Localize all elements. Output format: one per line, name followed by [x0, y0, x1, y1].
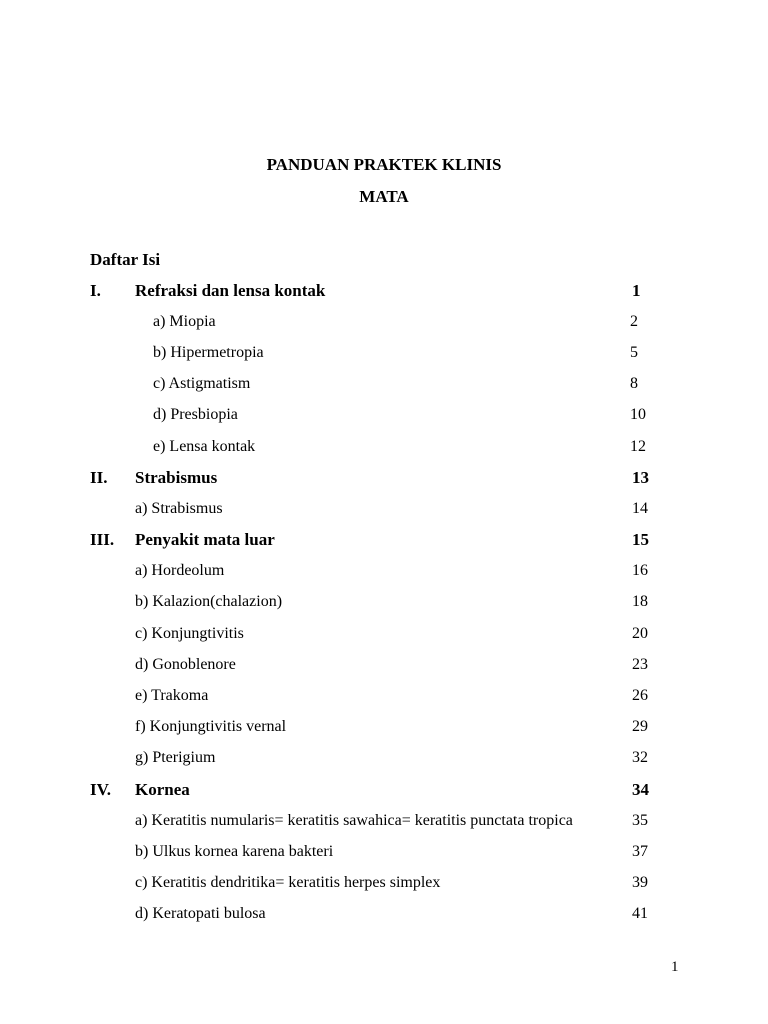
item-page: 32 — [632, 749, 648, 766]
item-page: 2 — [630, 313, 638, 330]
item-title: b) Ulkus kornea karena bakteri — [135, 843, 334, 860]
section-number: I. — [90, 281, 101, 300]
item-page: 26 — [632, 687, 648, 704]
item-page: 20 — [632, 625, 648, 642]
item-title: c) Astigmatism — [153, 375, 251, 392]
section-title: Kornea — [135, 780, 190, 799]
item-title: c) Konjungtivitis — [135, 625, 244, 642]
toc-section-4 — [0, 778, 768, 802]
toc-item — [0, 715, 768, 739]
toc-item — [0, 310, 768, 334]
document-title: PANDUAN PRAKTEK KLINIS — [266, 155, 502, 174]
item-page: 37 — [632, 843, 648, 860]
toc-item — [0, 746, 768, 770]
item-title: g) Pterigium — [135, 749, 216, 766]
toc-item — [0, 497, 768, 521]
item-page: 5 — [630, 344, 638, 361]
toc-item — [0, 622, 768, 646]
item-title: a) Strabismus — [135, 500, 223, 517]
toc-item — [0, 435, 768, 459]
section-number: II. — [90, 468, 108, 487]
section-page: 15 — [632, 530, 649, 549]
item-page: 23 — [632, 656, 648, 673]
item-page: 12 — [630, 438, 646, 455]
item-page: 8 — [630, 375, 638, 392]
item-title: f) Konjungtivitis vernal — [135, 718, 287, 735]
item-title: a) Hordeolum — [135, 562, 225, 579]
item-page: 10 — [630, 406, 646, 423]
item-title: d) Presbiopia — [153, 406, 238, 423]
toc-section-1 — [0, 279, 768, 303]
item-title: d) Keratopati bulosa — [135, 905, 266, 922]
toc-heading: Daftar Isi — [90, 250, 161, 269]
item-title: a) Keratitis numularis= keratitis sawahica= keratitis punctata tropica — [135, 812, 573, 829]
toc-section-3 — [0, 528, 768, 552]
document-subtitle: MATA — [359, 187, 409, 206]
item-page: 14 — [632, 500, 648, 517]
toc-item — [0, 341, 768, 365]
item-title: d) Gonoblenore — [135, 656, 236, 673]
toc-item — [0, 684, 768, 708]
section-title: Refraksi dan lensa kontak — [135, 281, 326, 300]
item-page: 18 — [632, 593, 648, 610]
toc-item — [0, 590, 768, 614]
toc-item — [0, 372, 768, 396]
item-title: b) Kalazion(chalazion) — [135, 593, 283, 610]
toc-item — [0, 809, 768, 833]
section-page: 13 — [632, 468, 649, 487]
item-title: e) Trakoma — [135, 687, 209, 704]
item-page: 16 — [632, 562, 648, 579]
item-page: 39 — [632, 874, 648, 891]
item-page: 35 — [632, 812, 648, 829]
toc-item — [0, 871, 768, 895]
item-title: b) Hipermetropia — [153, 344, 264, 361]
item-title: a) Miopia — [153, 313, 216, 330]
section-title: Penyakit mata luar — [135, 530, 275, 549]
section-page: 34 — [632, 780, 649, 799]
toc-item — [0, 902, 768, 926]
item-title: c) Keratitis dendritika= keratitis herpes simplex — [135, 874, 441, 891]
item-title: e) Lensa kontak — [153, 438, 256, 455]
page-number: 1 — [671, 959, 679, 975]
toc-item — [0, 653, 768, 677]
section-title: Strabismus — [135, 468, 218, 487]
toc-item — [0, 559, 768, 583]
toc-section-2 — [0, 466, 768, 490]
item-page: 41 — [632, 905, 648, 922]
section-number: III. — [90, 530, 115, 549]
section-number: IV. — [90, 780, 111, 799]
toc-item — [0, 403, 768, 427]
toc-item — [0, 840, 768, 864]
section-page: 1 — [632, 281, 641, 300]
item-page: 29 — [632, 718, 648, 735]
